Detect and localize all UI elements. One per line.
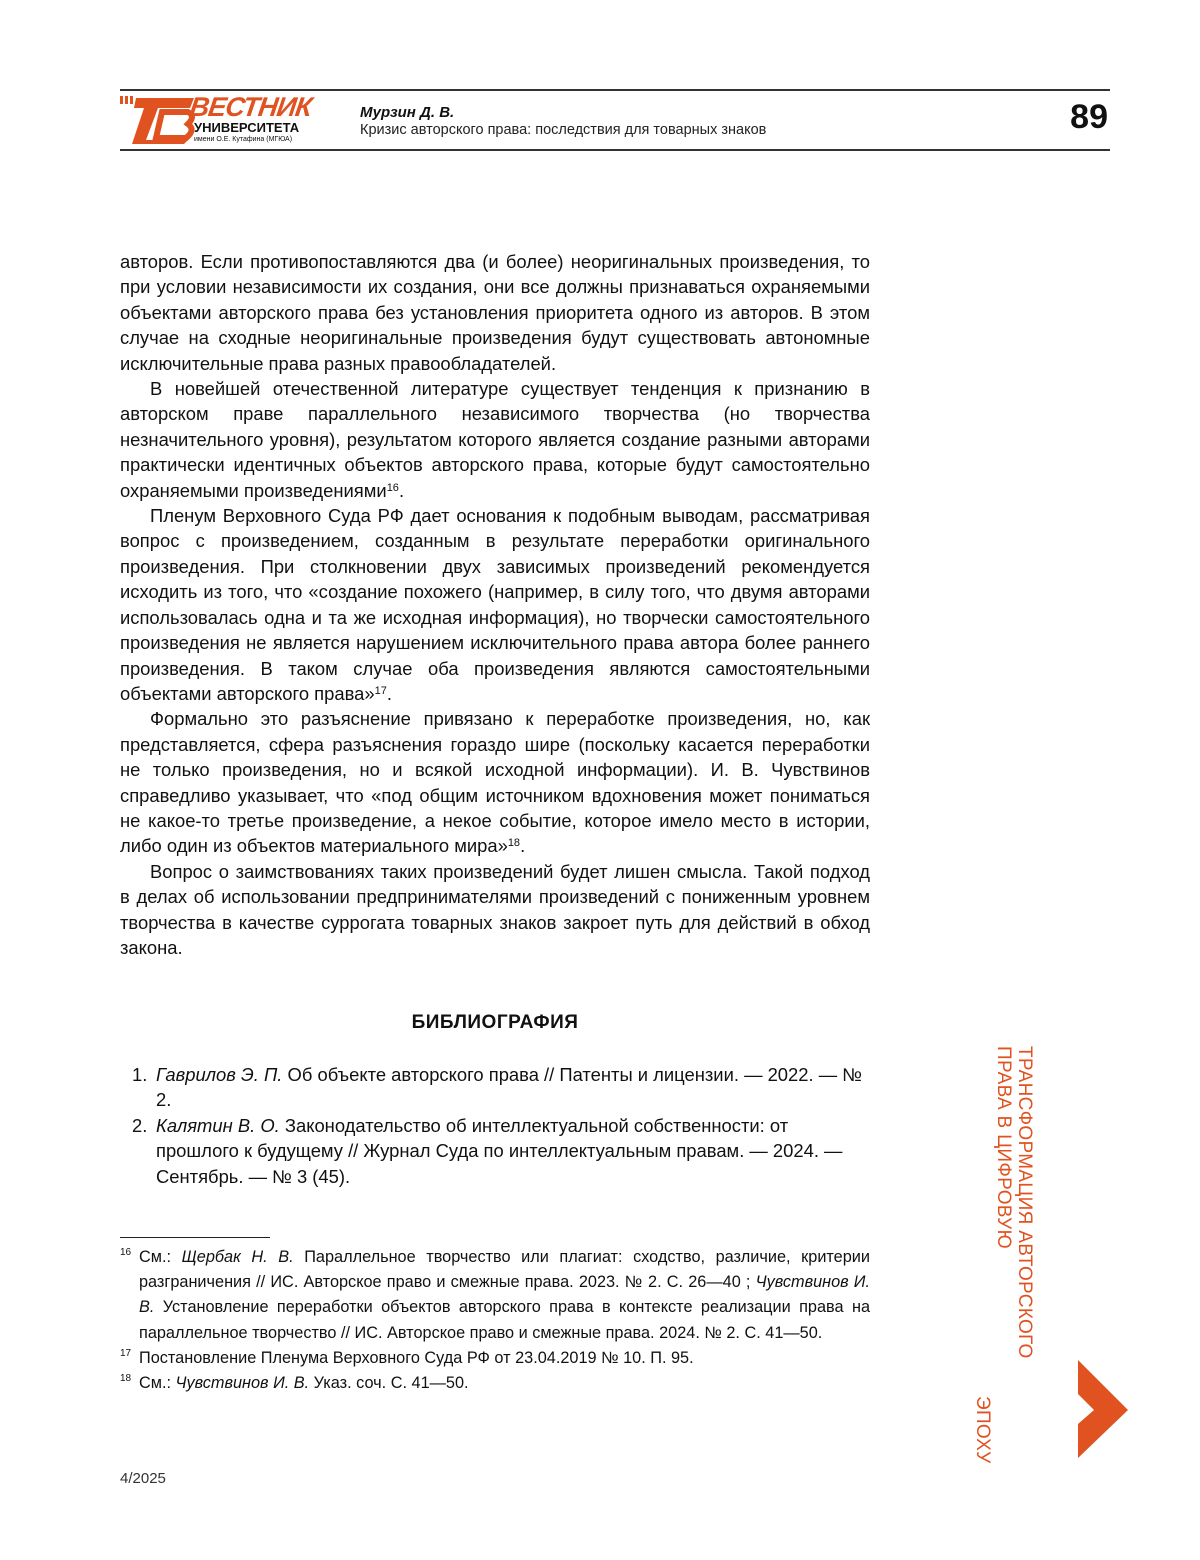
paragraph: авторов. Если противопоставляются два (и более) неоригинальных произведения, то при условии независимости их создания, они все должны признаваться охраняемыми объектами авторского права без установления приоритета одного из авторов. В этом случае на сходные неоригинальные произведения будут существовать автономные исключительные права разных правообладателей. <box>120 251 870 374</box>
section-sidebar-label: ТРАНСФОРМАЦИЯ АВТОРСКОГО ПРАВА В ЦИФРОВУЮ ЭПОХУ <box>972 1046 1035 1464</box>
footnote: 16 См.: Щербак Н. В. Параллельное творчество или плагиат: сходство, различие, критерии разграничения // ИС. Авторское право и смежные права. 2023. № 2. С. 26—40 ; Чувствинов И. В. Установление переработки объектов авторского права в контексте реализации права на параллельное творчество // ИС. Авторское право и смежные права. 2024. № 2. С. 41—50. <box>120 1247 870 1342</box>
article-body <box>120 249 870 960</box>
bibliography-item: 2. Калятин В. О. Законодательство об интеллектуальной собственности: от прошлого к будущему // Журнал Суда по интеллектуальным правам. — 2024. — Сентябрь. — № 3 (45). <box>132 1114 843 1187</box>
header-bottom-rule <box>120 149 1110 151</box>
footnote-ref[interactable]: 18 <box>507 837 521 850</box>
bibliography-item: 1. Гаврилов Э. П. Об объекте авторского права // Патенты и лицензии. — 2022. — № 2. <box>132 1064 862 1111</box>
footnote: 17 Постановление Пленума Верховного Суда РФ от 23.04.2019 № 10. П. 95. <box>120 1347 694 1367</box>
bibliography-list <box>120 1062 870 1189</box>
page-number: 89 <box>1070 98 1108 136</box>
paragraph: Пленум Верховного Суда РФ дает основания к подобным выводам, рассматривая вопрос с произведением, созданным в результате переработки оригинального произведения. При столкновении двух зависимых произведений рекомендуется исходить из того, что «создание похожего (например, в силу того, что двумя авторами использовалась одна и та же исходная информация), но творчески самостоятельного произведения не является нарушением исключительного права автора более раннего произведения. В таком случае оба произведения являются самостоятельными объектами авторского права»$^{17}$. <box>120 505 870 704</box>
logo-line3: имени О.Е. Кутафина (МГЮА) <box>194 136 293 143</box>
bibliography-heading: БИБЛИОГРАФИЯ <box>411 1012 579 1033</box>
issue-number: 4/2025 <box>120 1470 166 1487</box>
logo-line2: УНИВЕРСИТЕТА <box>194 120 300 135</box>
footnote-separator <box>120 1237 270 1238</box>
arrow-icon <box>1074 1360 1130 1460</box>
footnotes <box>120 1245 870 1396</box>
paragraph: Формально это разъяснение привязано к переработке произведения, но, как представляется, сфера разъяснения гораздо шире (поскольку касается переработки не только произведения, но и всякой исходной информации). И. В. Чувствинов справедливо указывает, что «под общим источником вдохновения может пониматься не какое-то третье произведение, а некое событие, которое имело место в истории, либо один из объектов материального мира»$^{18}$. <box>120 708 870 857</box>
logo-b-icon <box>118 94 198 146</box>
journal-logo <box>118 94 323 146</box>
paragraph: В новейшей отечественной литературе существует тенденция к признанию в авторском праве параллельного независимого творчества (но творчества незначительного уровня), результатом которого является создание разными авторами практически идентичных объектов авторского права, которые будут самостоятельно охраняемыми произведениями$^{16}$. <box>120 378 870 501</box>
footnote-ref[interactable]: 17 <box>374 684 387 697</box>
logo-title: ВЕСТНИК <box>187 92 314 122</box>
footnote-ref[interactable]: 16 <box>386 481 399 494</box>
footnote: 18 См.: Чувствинов И. В. Указ. соч. С. 41—50. <box>120 1373 469 1393</box>
header-author: Мурзин Д. В. <box>360 104 455 121</box>
header-article-title: Кризис авторского права: последствия для товарных знаков <box>360 122 767 138</box>
paragraph: Вопрос о заимствованиях таких произведений будет лишен смысла. Такой подход в делах об использовании предпринимателями произведений с пониженным уровнем творчества в качестве суррогата товарных знаков закроет путь для действий в обход закона. <box>120 860 870 958</box>
header-top-rule <box>120 89 1110 91</box>
